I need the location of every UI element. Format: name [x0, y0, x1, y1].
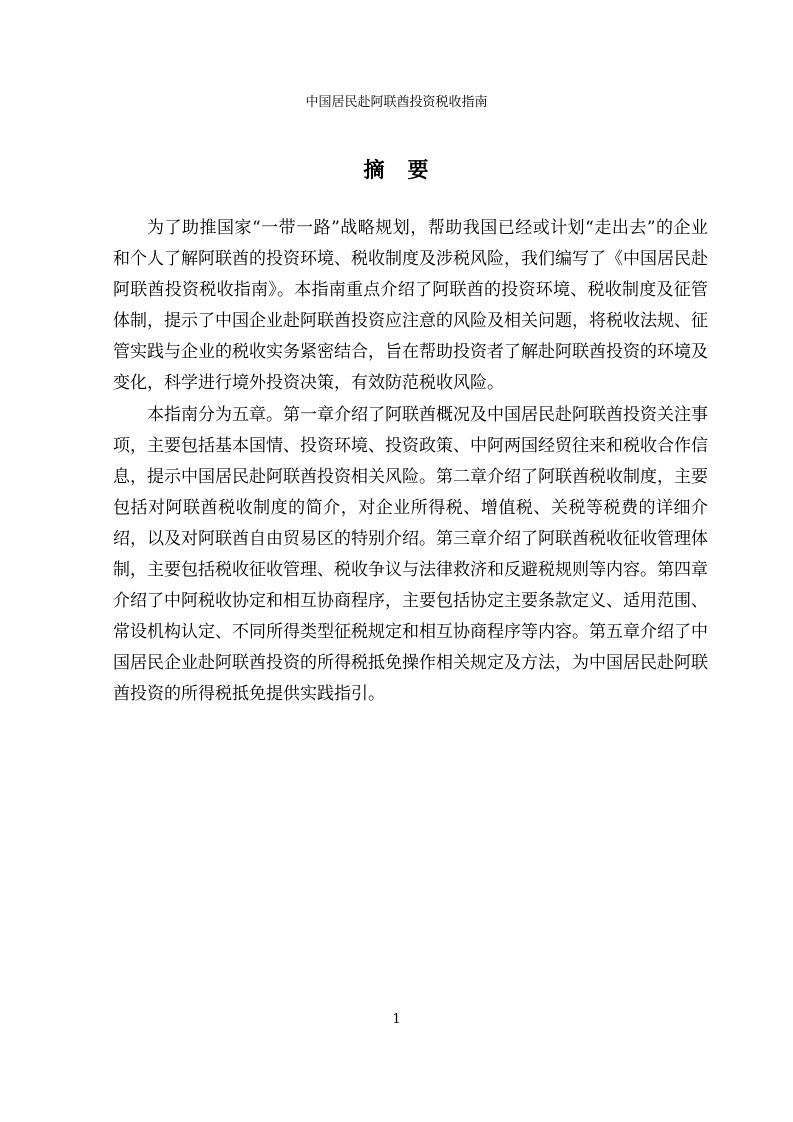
running-header: 中国居民赴阿联酋投资税收指南: [305, 95, 488, 110]
paragraph: 为了助推国家“一带一路”战略规划，帮助我国已经或计划“走出去”的企业和个人了解阿联酋的投资环境、税收制度及涉税风险，我们编写了《中国居民赴阿联酋投资税收指南》。本指南重点介绍了阿联酋的投资环境、税收制度及征管体制，提示了中国企业赴阿联酋投资应注意的风险及相关问题，将税收法规、征管实践与企业的税收实务紧密结合，旨在帮助投资者了解赴阿联酋投资的环境及变化，科学进行境外投资决策，有效防范税收风险。: [113, 218, 708, 394]
abstract-body: [113, 213, 708, 711]
page-title: 摘 要: [363, 157, 430, 182]
page-number: 1: [392, 1012, 401, 1027]
paragraph: 本指南分为五章。第一章介绍了阿联酋概况及中国居民赴阿联酋投资关注事项，主要包括基本国情、投资环境、投资政策、中阿两国经贸往来和税收合作信息，提示中国居民赴阿联酋投资相关风险。第二章介绍了阿联酋税收制度，主要包括对阿联酋税收制度的简介，对企业所得税、增值税、关税等税费的详细介绍，以及对阿联酋自由贸易区的特别介绍。第三章介绍了阿联酋税收征收管理体制，主要包括税收征收管理、税收争议与法律救济和反避税规则等内容。第四章介绍了中阿税收协定和相互协商程序，主要包括协定主要条款定义、适用范围、常设机构认定、不同所得类型征税规定和相互协商程序等内容。第五章介绍了中国居民企业赴阿联酋投资的所得税抵免操作相关规定及方法，为中国居民赴阿联酋投资的所得税抵免提供实践指引。: [113, 404, 708, 705]
